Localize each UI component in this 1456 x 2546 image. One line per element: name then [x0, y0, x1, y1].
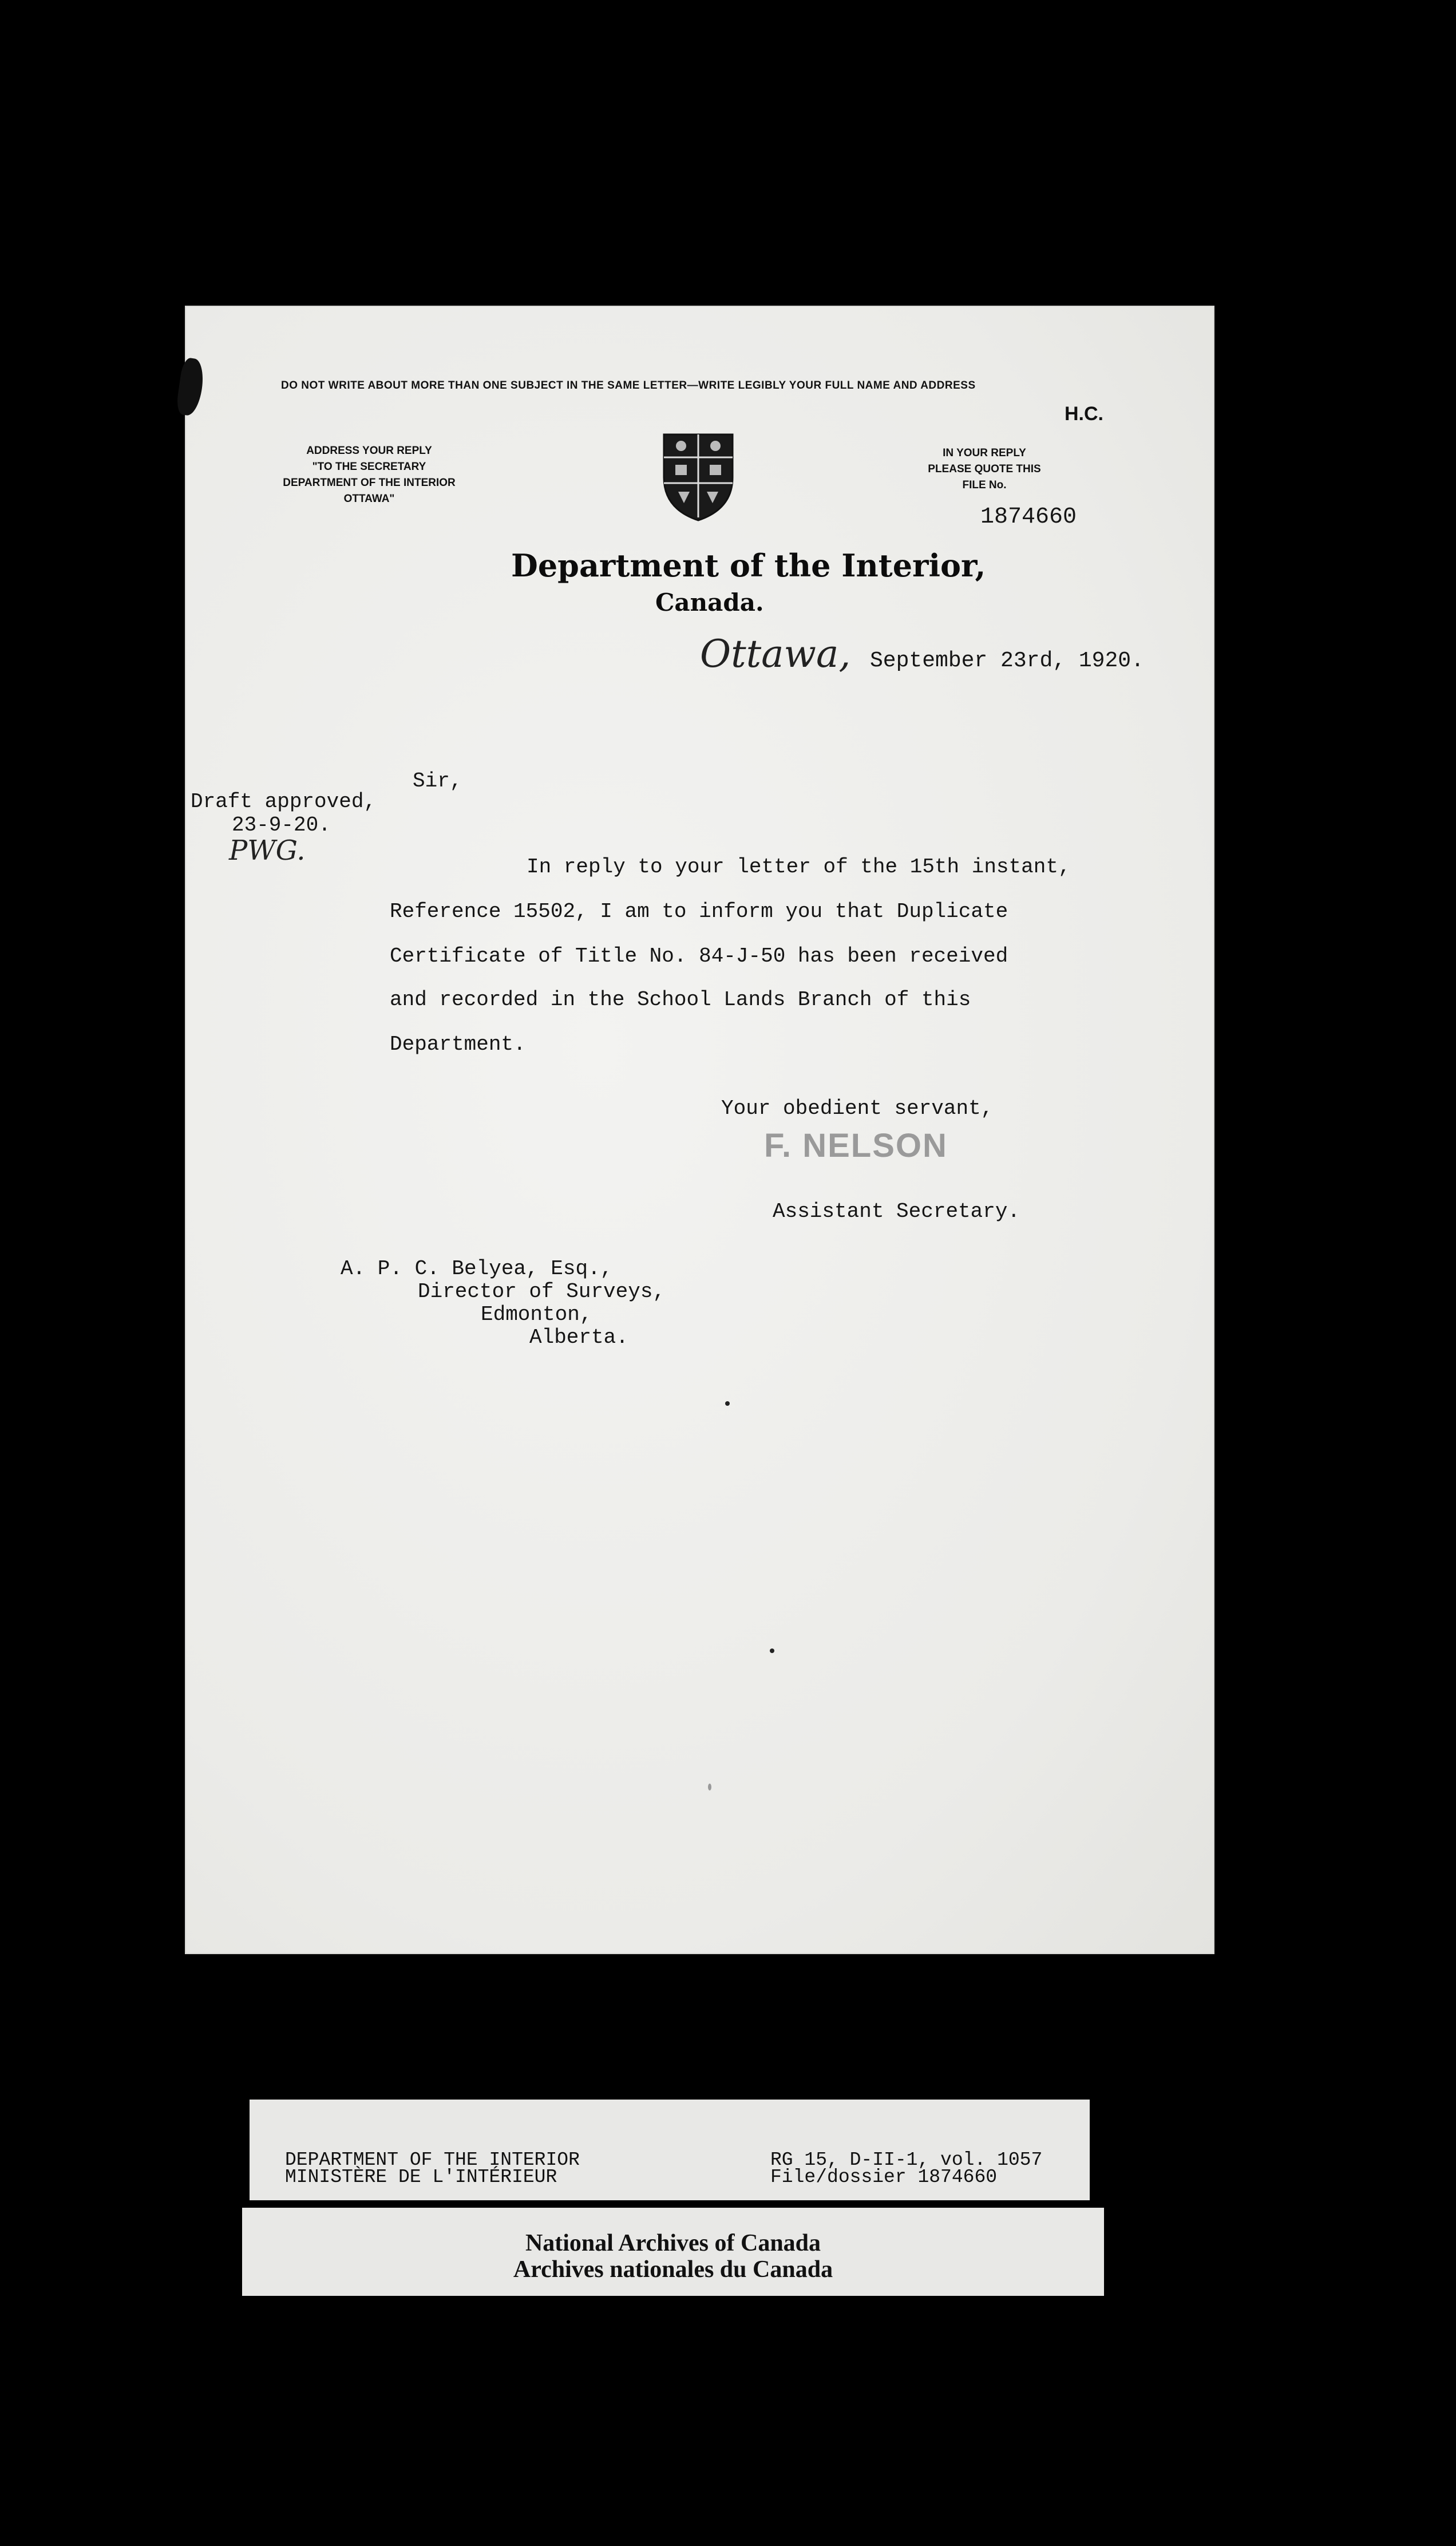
handwritten-initials: PWG. — [229, 835, 306, 867]
archive-reference-label — [250, 2100, 1090, 2200]
archive-name-en: National Archives of Canada — [525, 2230, 821, 2256]
file-number: 1874660 — [980, 504, 1077, 530]
signer-title: Assistant Secretary. — [773, 1200, 1020, 1223]
coat-of-arms-icon — [661, 432, 735, 523]
department-country: Canada. — [655, 588, 764, 616]
address-line: OTTAWA" — [343, 493, 395, 505]
body-line: Reference 15502, I am to inform you that Duplicate — [390, 900, 1008, 923]
label-department-en: DEPARTMENT OF THE INTERIOR — [285, 2149, 580, 2171]
address-reply-block — [278, 443, 461, 507]
recipient-line: Director of Surveys, — [418, 1280, 666, 1303]
paper-speck — [770, 1648, 774, 1653]
reply-note-line: IN YOUR REPLY — [943, 447, 1026, 459]
letter-page — [186, 307, 1213, 1953]
address-line: "TO THE SECRETARY — [312, 461, 426, 473]
recipient-line: Alberta. — [529, 1326, 628, 1349]
draft-date: 23-9-20. — [232, 813, 331, 837]
paper-speck — [725, 1401, 730, 1406]
address-line: DEPARTMENT OF THE INTERIOR — [283, 477, 456, 489]
address-line: ADDRESS YOUR REPLY — [306, 445, 432, 457]
body-line: and recorded in the School Lands Branch of this — [390, 988, 971, 1011]
recipient-line: A. P. C. Belyea, Esq., — [341, 1257, 613, 1280]
archive-name-fr: Archives nationales du Canada — [513, 2256, 833, 2283]
paper-speck — [708, 1784, 711, 1790]
reply-note-line: PLEASE QUOTE THIS — [928, 463, 1041, 475]
signature-stamp: F. NELSON — [764, 1127, 948, 1164]
place-ottawa: Ottawa, — [700, 632, 851, 676]
closing: Your obedient servant, — [721, 1097, 994, 1120]
label-department-fr: MINISTÈRE DE L'INTÉRIEUR — [285, 2167, 557, 2188]
recipient-line: Edmonton, — [481, 1303, 592, 1326]
archive-name-label — [242, 2208, 1104, 2296]
salutation: Sir, — [413, 769, 462, 793]
hc-initials: H.C. — [1065, 403, 1103, 425]
draft-note: Draft approved, — [191, 790, 377, 813]
body-line: Department. — [390, 1033, 526, 1056]
label-record-group: RG 15, D-II-1, vol. 1057 — [770, 2149, 1043, 2171]
label-file-dossier: File/dossier 1874660 — [770, 2167, 998, 2188]
letter-date: September 23rd, 1920. — [870, 649, 1144, 673]
department-title: Department of the Interior, — [511, 547, 986, 584]
reply-note-block — [910, 445, 1059, 493]
reply-note-line: FILE No. — [962, 479, 1007, 491]
ink-blot — [175, 357, 206, 417]
top-notice: DO NOT WRITE ABOUT MORE THAN ONE SUBJECT IN THE SAME LETTER—WRITE LEGIBLY YOUR FULL NAME AND ADDRESS — [281, 379, 976, 392]
body-line: In reply to your letter of the 15th instant, — [527, 855, 1071, 879]
body-line: Certificate of Title No. 84-J-50 has been received — [390, 944, 1008, 968]
